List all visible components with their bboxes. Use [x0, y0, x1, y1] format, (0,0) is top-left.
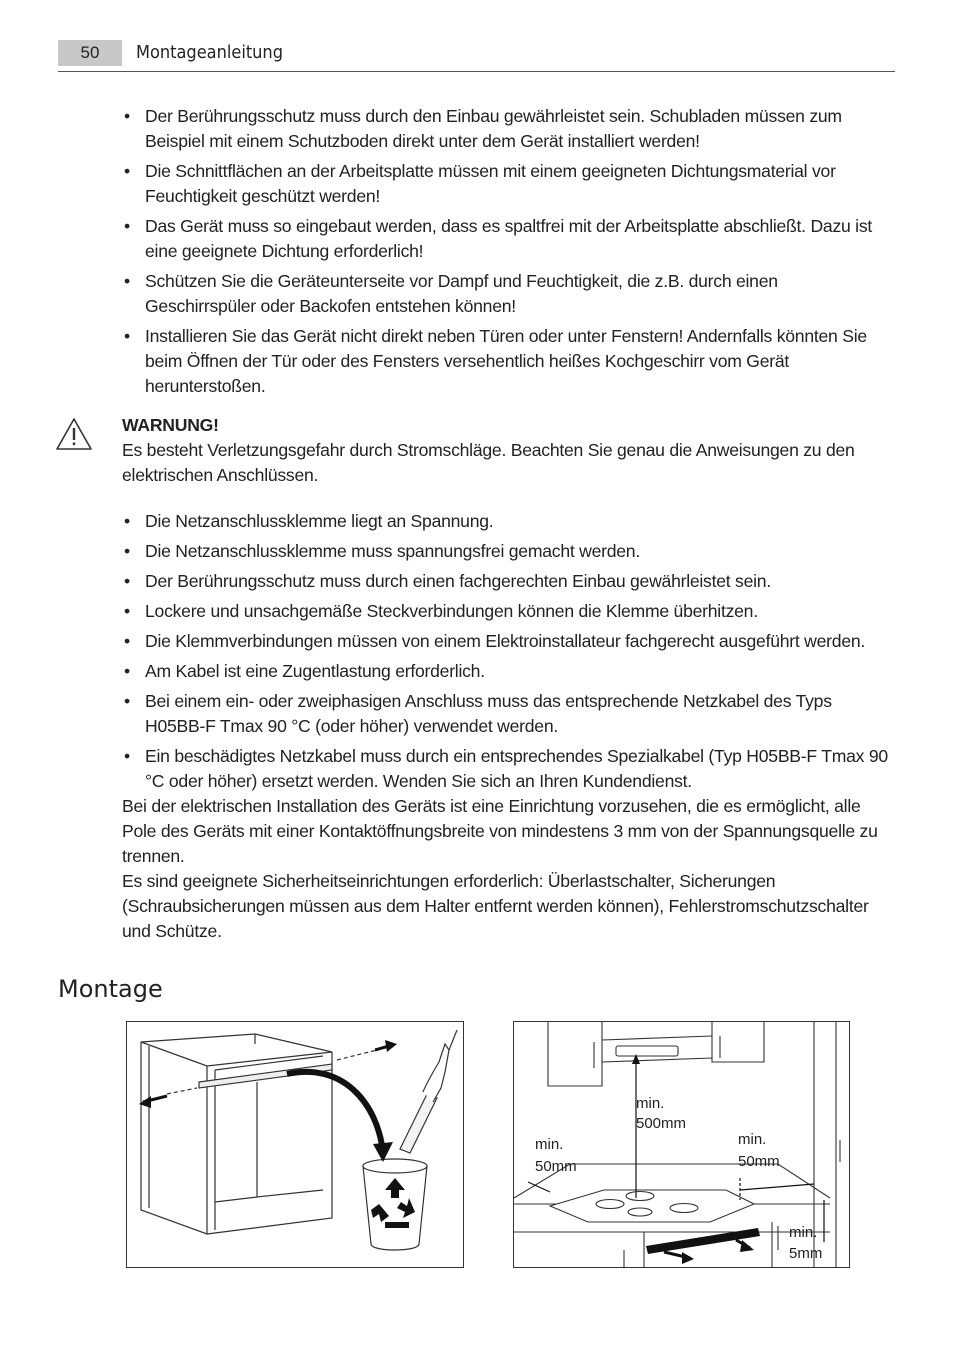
page-header: [58, 40, 895, 72]
label-right-value: 50mm: [738, 1153, 780, 1170]
list-item: • Die Netzanschlussklemme liegt an Spannung.: [122, 509, 892, 534]
label-bottom-value: 5mm: [789, 1245, 823, 1262]
list-item: • Das Gerät muss so eingebaut werden, dass es spaltfrei mit der Arbeitsplatte abschließt. Dazu ist eine geeignete Dichtung erforderlich!: [122, 214, 892, 264]
list-item: • Lockere und unsachgemäße Steckverbindungen können die Klemme überhitzen.: [122, 599, 892, 624]
list-item: • Ein beschädigtes Netzkabel muss durch ein entsprechendes Spezialkabel (Typ H05BB-F Tmax 90 °C oder höher) ersetzt werden. Wenden Sie sich an Ihren Kundendienst.: [122, 744, 892, 794]
warning-title: WARNUNG!: [122, 415, 219, 435]
header-title: Montageanleitung: [136, 42, 283, 63]
warning-box: [122, 413, 892, 488]
main-content: [122, 104, 892, 944]
list-item: • Die Klemmverbindungen müssen von einem Elektroinstallateur fachgerecht ausgeführt werden.: [122, 629, 892, 654]
list-item: • Bei einem ein- oder zweiphasigen Anschluss muss das entsprechende Netzkabel des Typs H05BB-F Tmax 90 °C (oder höher) verwendet werden.: [122, 689, 892, 739]
intro-bullet-list: [122, 104, 892, 399]
page-number: 50: [58, 40, 122, 66]
electric-bullet-list: [122, 509, 892, 794]
list-item: • Schützen Sie die Geräteunterseite vor Dampf und Feuchtigkeit, die z.B. durch einen Geschirrspüler oder Backofen entstehen können!: [122, 269, 892, 319]
label-top-value: 500mm: [636, 1115, 687, 1132]
list-item: • Am Kabel ist eine Zugentlastung erforderlich.: [122, 659, 892, 684]
label-left-value: 50mm: [535, 1158, 577, 1175]
label-bottom-min: min.: [789, 1224, 818, 1241]
clearance-diagram: [514, 1022, 849, 1267]
list-item: • Installieren Sie das Gerät nicht direkt neben Türen oder unter Fenstern! Andernfalls könnten Sie beim Öffnen der Tür oder des Fensters versehentlich heißes Kochgeschirr vom Gerät herunterstoßen.: [122, 324, 892, 399]
label-top-min: min.: [636, 1095, 665, 1112]
section-title: Montage: [58, 975, 163, 1003]
list-item: • Der Berührungsschutz muss durch einen fachgerechten Einbau gewährleistet sein.: [122, 569, 892, 594]
label-left-min: min.: [535, 1136, 564, 1153]
cabinet-illustration: [127, 1022, 463, 1267]
warning-triangle-icon: [55, 417, 93, 451]
figure-clearances: [513, 1021, 850, 1268]
paragraph: Es sind geeignete Sicherheitseinrichtungen erforderlich: Überlastschalter, Sicherungen (Schraubsicherungen müssen aus dem Halter entfernt werden können), Fehlerstromschutzschalter und Schütze.: [122, 871, 869, 941]
paragraph: Bei der elektrischen Installation des Geräts ist eine Einrichtung vorzusehen, die es ermöglicht, alle Pole des Geräts mit einer Kontaktöffnungsbreite von mindestens 3 mm von der Spannungsquelle zu trennen.: [122, 796, 878, 866]
list-item: • Die Netzanschlussklemme muss spannungsfrei gemacht werden.: [122, 539, 892, 564]
warning-text: Es besteht Verletzungsgefahr durch Stromschläge. Beachten Sie genau die Anweisungen zu den elektrischen Anschlüssen.: [122, 440, 855, 485]
list-item: • Der Berührungsschutz muss durch den Einbau gewährleistet sein. Schubladen müssen zum Beispiel mit einem Schutzboden direkt unter dem Gerät installiert werden!: [122, 104, 892, 154]
figure-cabinet-disposal: [126, 1021, 464, 1268]
label-right-min: min.: [738, 1131, 767, 1148]
list-item: • Die Schnittflächen an der Arbeitsplatte müssen mit einem geeigneten Dichtungsmaterial vor Feuchtigkeit geschützt werden!: [122, 159, 892, 209]
